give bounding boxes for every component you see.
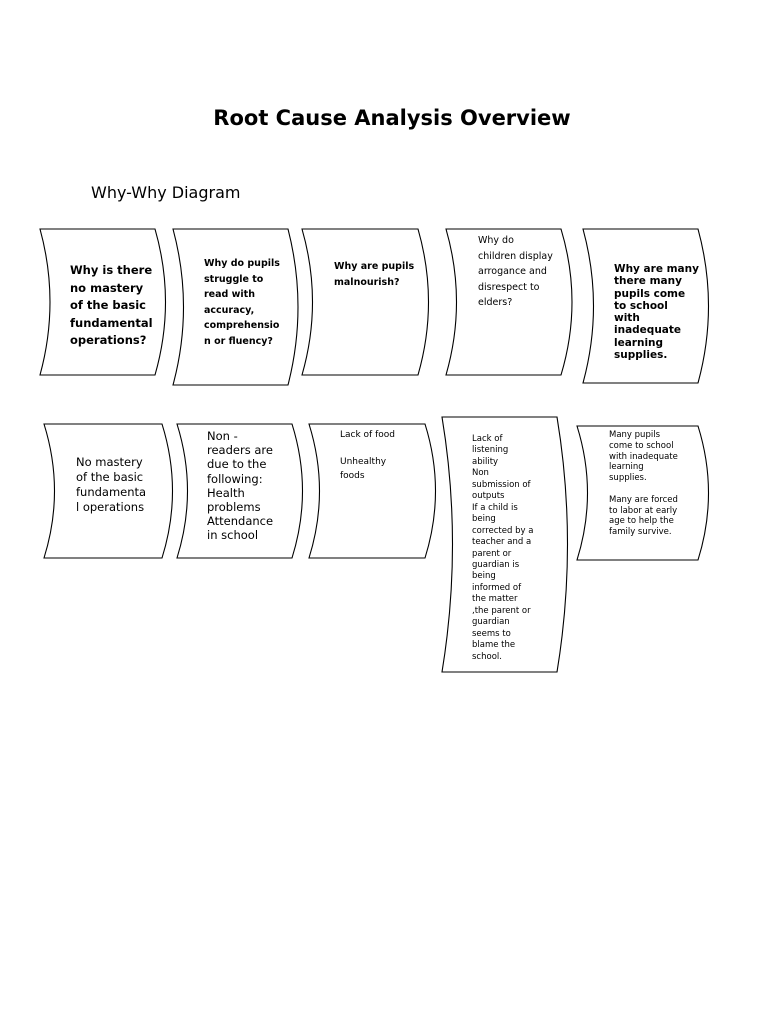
answer-text-2: Non - readers are due to the following: Health problems Attendance in school bbox=[207, 429, 274, 543]
diagram-subtitle: Why-Why Diagram bbox=[91, 183, 241, 202]
question-shape-3 bbox=[302, 229, 429, 375]
answer-text-3: Lack of food Unhealthy foods bbox=[340, 430, 395, 481]
answer-text-1: No mastery of the basic fundamenta l operations bbox=[76, 455, 147, 514]
diagram-title: Root Cause Analysis Overview bbox=[213, 106, 571, 130]
question-text-1: Why is there no mastery of the basic fundamental operations? bbox=[70, 263, 153, 348]
question-text-4: Why do children display arrogance and disrespect to elders? bbox=[478, 235, 553, 308]
question-text-5: Why are many there many pupils come to school with inadequate learning supplies. bbox=[614, 263, 699, 362]
answer-text-4: Lack of listening ability Non submission of outputs If a child is being corrected by a teacher and a parent or guardian is being informed of the matter ,the parent or guardian seems to blame the school. bbox=[472, 434, 534, 662]
answer-text-5: Many pupils come to school with inadequate learning supplies. Many are forced to labor at early age to help the family survive. bbox=[609, 430, 678, 538]
question-text-2: Why do pupils struggle to read with accuracy, comprehensio n or fluency? bbox=[204, 258, 280, 347]
question-text-3: Why are pupils malnourish? bbox=[334, 261, 415, 288]
